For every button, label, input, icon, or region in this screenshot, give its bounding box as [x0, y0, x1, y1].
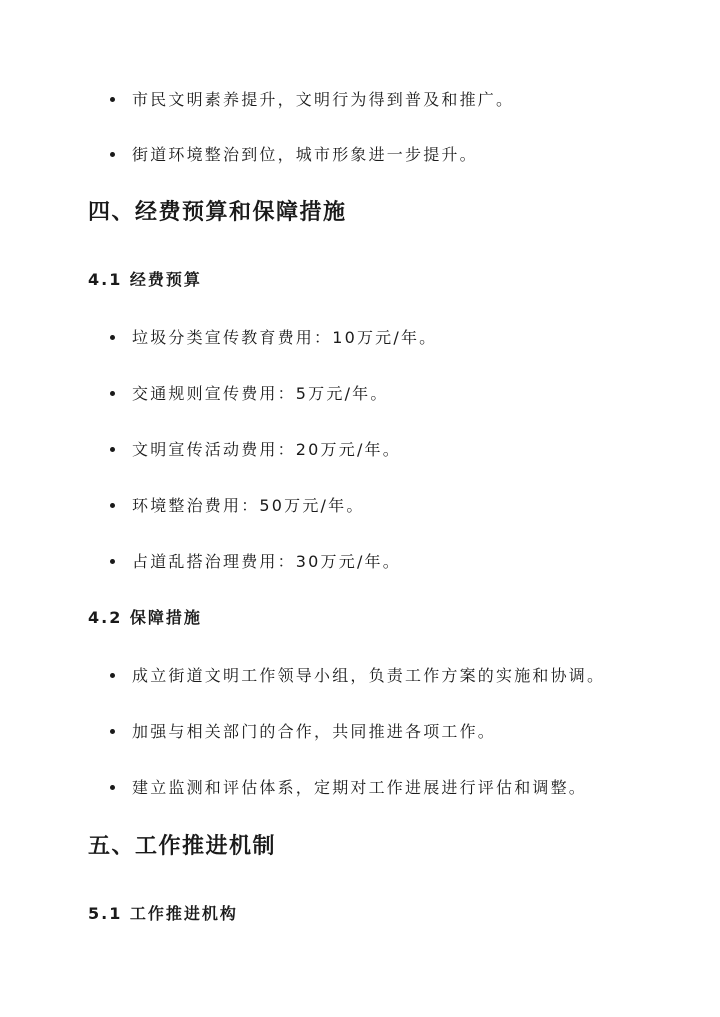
list-item — [0, 776, 720, 800]
bullet-icon — [110, 503, 115, 508]
list-item — [0, 438, 720, 462]
bullet-icon — [110, 335, 115, 340]
bullet-icon — [110, 97, 115, 102]
list-item-text: 文明宣传活动费用：20万元/年。 — [132, 440, 401, 459]
list-item-text: 成立街道文明工作领导小组，负责工作方案的实施和协调。 — [132, 666, 606, 685]
section-heading: 五、工作推进机制 — [88, 834, 277, 859]
bullet-icon — [110, 152, 115, 157]
list-item-text: 占道乱搭治理费用：30万元/年。 — [132, 552, 401, 571]
bullet-icon — [110, 447, 115, 452]
list-item — [0, 720, 720, 744]
list-item-text: 交通规则宣传费用：5万元/年。 — [132, 384, 389, 403]
subsection-heading: 4.1 经费预算 — [88, 270, 202, 289]
list-item-text: 街道环境整治到位，城市形象进一步提升。 — [132, 145, 478, 164]
list-item — [0, 494, 720, 518]
list-item-text: 加强与相关部门的合作，共同推进各项工作。 — [132, 722, 497, 741]
list-item-text: 市民文明素养提升，文明行为得到普及和推广。 — [132, 90, 515, 109]
subsection-heading: 5.1 工作推进机构 — [88, 904, 238, 923]
list-item — [0, 550, 720, 574]
list-item — [0, 382, 720, 406]
bullet-icon — [110, 729, 115, 734]
list-item — [0, 88, 720, 112]
list-item — [0, 143, 720, 167]
section-heading: 四、经费预算和保障措施 — [88, 200, 347, 225]
bullet-icon — [110, 559, 115, 564]
list-item — [0, 664, 720, 688]
list-item-text: 环境整治费用：50万元/年。 — [132, 496, 365, 515]
subsection-heading: 4.2 保障措施 — [88, 608, 202, 627]
bullet-icon — [110, 391, 115, 396]
list-item-text: 垃圾分类宣传教育费用：10万元/年。 — [132, 328, 438, 347]
list-item-text: 建立监测和评估体系，定期对工作进展进行评估和调整。 — [132, 778, 588, 797]
bullet-icon — [110, 785, 115, 790]
list-item — [0, 326, 720, 350]
bullet-icon — [110, 673, 115, 678]
